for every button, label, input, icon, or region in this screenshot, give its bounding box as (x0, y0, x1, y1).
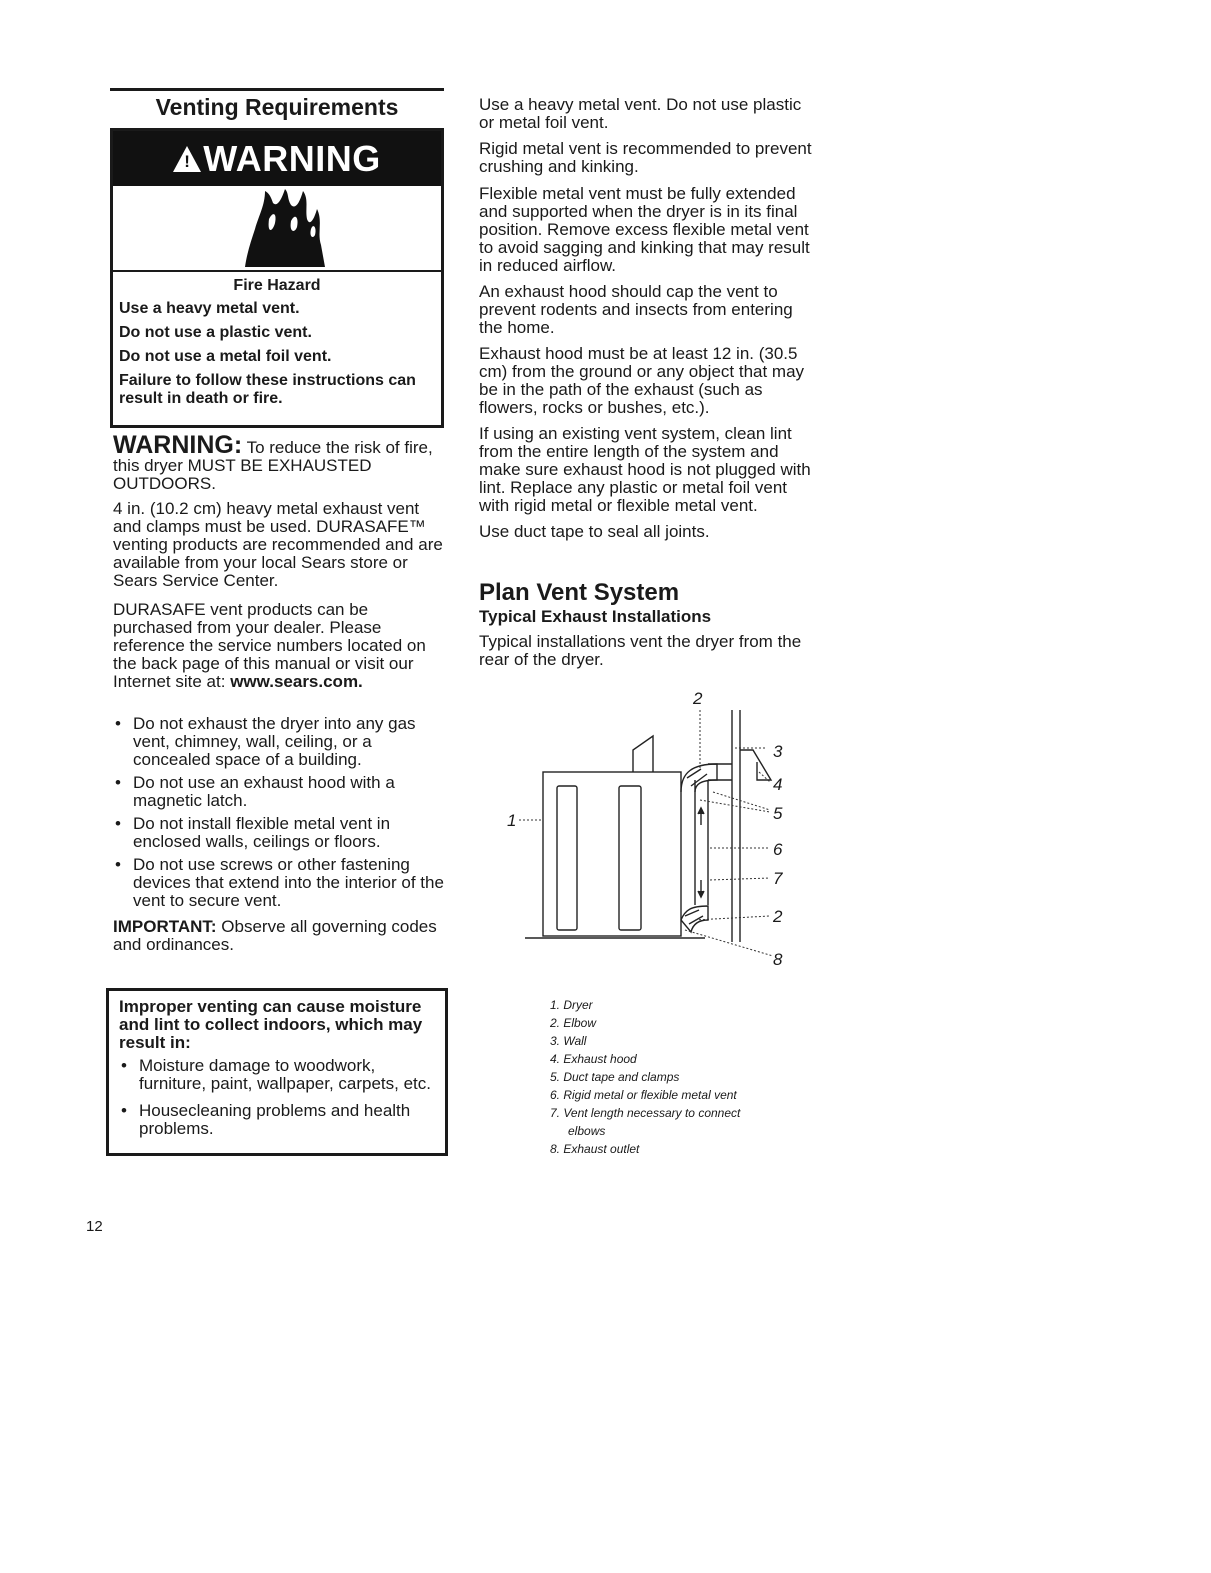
warning-divider (113, 270, 441, 272)
durasafe-text: DURASAFE vent products can be purchased from your dealer. Please reference the service numbers located on the back page of this manual or visit our Internet site at: (113, 600, 426, 691)
plan-title: Plan Vent System (479, 579, 680, 606)
diagram-callout: 3 (773, 742, 783, 761)
legend-item: 7. Vent length necessary to connect (550, 1106, 741, 1120)
important-label: IMPORTANT: (113, 917, 217, 936)
list-item: • Do not use an exhaust hood with a magnetic latch. (113, 774, 445, 810)
vent-guidelines (479, 96, 819, 541)
plan-subheading: Typical Exhaust Installations (479, 607, 712, 626)
guideline-paragraph: If using an existing vent system, clean lint from the entire length of the system and make sure exhaust hood is not plugged with lint. Replace any plastic or metal foil vent with rigid metal or flexible metal vent. (479, 424, 811, 515)
legend-item: 6. Rigid metal or flexible metal vent (550, 1088, 737, 1102)
legend-item: elbows (568, 1124, 606, 1138)
guideline-paragraph: Use duct tape to seal all joints. (479, 522, 710, 541)
diagram-legend (550, 996, 830, 1158)
improper-venting-box (106, 988, 448, 1156)
warning-line: Do not use a metal foil vent. (119, 348, 332, 365)
dryer-body (543, 772, 681, 936)
list-item: • Housecleaning problems and health problems. (119, 1102, 439, 1138)
diagram-callout: 7 (773, 869, 783, 888)
plan-paragraph: Typical installations vent the dryer from the rear of the dryer. (479, 632, 802, 669)
diagram-callout: 2 (773, 907, 783, 926)
list-item: • Do not install flexible metal vent in enclosed walls, ceilings or floors. (113, 815, 445, 851)
vent-installation-diagram (495, 680, 825, 980)
warning-label: WARNING: (113, 431, 243, 459)
warning-line: Failure to follow these instructions can result in death or fire. (119, 372, 416, 407)
section-rule (110, 88, 444, 91)
restrictions-list (113, 715, 445, 915)
list-item: • Do not exhaust the dryer into any gas vent, chimney, wall, ceiling, or a concealed space of a building. (113, 715, 445, 769)
improper-list (119, 1057, 439, 1143)
vent-requirements-paragraph: 4 in. (10.2 cm) heavy metal exhaust vent and clamps must be used. DURASAFE™ venting products are recommended and are available from your local Sears store or Sears Service Center. (113, 499, 443, 590)
durasafe-paragraph (113, 601, 445, 691)
legend-item: 2. Elbow (550, 1016, 597, 1030)
important-paragraph (113, 918, 445, 954)
guideline-paragraph: Exhaust hood must be at least 12 in. (30.5 cm) from the ground or any object that may be in the path of the exhaust (such as flowers, rocks or bushes, etc.). (479, 344, 805, 417)
diagram-callout: 1 (507, 811, 517, 830)
guideline-paragraph: An exhaust hood should cap the vent to prevent rodents and insects from entering the home. (479, 282, 793, 337)
guideline-paragraph: Rigid metal vent is recommended to prevent crushing and kinking. (479, 139, 812, 176)
diagram-callout: 6 (773, 840, 783, 859)
diagram-callout: 4 (773, 775, 783, 794)
legend-item: 1. Dryer (550, 998, 593, 1012)
warning-box (110, 128, 444, 428)
guideline-paragraph: Use a heavy metal vent. Do not use plastic or metal foil vent. (479, 95, 802, 132)
guideline-paragraph: Flexible metal vent must be fully extended and supported when the dryer is in its final position. Remove excess flexible metal vent to avoid sagging and kinking that may result in reduced airflow. (479, 184, 810, 275)
diagram-callout: 2 (693, 689, 703, 708)
warning-banner-text: WARNING (203, 137, 381, 179)
website-link[interactable]: www.sears.com. (230, 672, 363, 691)
important-text: Observe all governing codes and ordinances. (113, 917, 437, 954)
section-title: Venting Requirements (155, 94, 399, 120)
warning-triangle-icon: ! (173, 146, 201, 172)
warning-paragraph (113, 431, 445, 493)
diagram-callout: 5 (773, 804, 783, 823)
diagram-callout: 8 (773, 950, 783, 969)
legend-item: 8. Exhaust outlet (550, 1142, 640, 1156)
legend-item: 3. Wall (550, 1034, 587, 1048)
improper-heading: Improper venting can cause moisture and lint to collect indoors, which may result in: (119, 997, 423, 1052)
legend-item: 5. Duct tape and clamps (550, 1070, 680, 1084)
warning-line: Do not use a plastic vent. (119, 324, 312, 341)
list-item: • Do not use screws or other fastening devices that extend into the interior of the vent to secure vent. (113, 856, 445, 910)
fire-hazard-icon (225, 189, 335, 269)
warning-line: Use a heavy metal vent. (119, 300, 300, 317)
legend-item: 4. Exhaust hood (550, 1052, 637, 1066)
warning-text: To reduce the risk of fire, this dryer MUST BE EXHAUSTED OUTDOORS. (113, 438, 433, 493)
hazard-title: Fire Hazard (233, 277, 321, 294)
warning-banner (113, 131, 441, 186)
page-number: 12 (86, 1218, 103, 1235)
list-item: • Moisture damage to woodwork, furniture, paint, wallpaper, carpets, etc. (119, 1057, 439, 1093)
